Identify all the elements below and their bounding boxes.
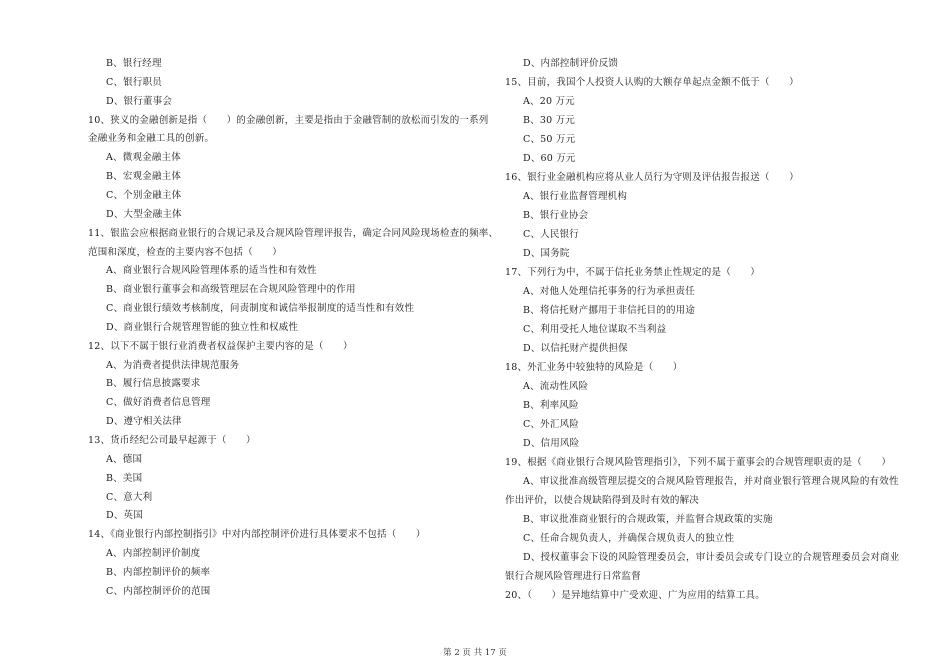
answer-option: C、意大利 xyxy=(106,491,153,503)
question-text: 范围和深度，检查的主要内容不包括（ ） xyxy=(88,246,283,258)
answer-option: A、对他人处理信托事务的行为承担责任 xyxy=(523,286,695,297)
answer-option: D、国务院 xyxy=(523,248,570,259)
page-footer: 第 2 页 共 17 页 xyxy=(443,648,507,658)
answer-option: B、银行业协会 xyxy=(523,210,589,221)
answer-option: C、银行职员 xyxy=(106,76,162,88)
answer-option: D、商业银行合规管理智能的独立性和权威性 xyxy=(106,321,299,333)
answer-option: D、内部控制评价反馈 xyxy=(523,58,619,69)
answer-option: B、内部控制评价的频率 xyxy=(106,566,211,578)
answer-option: D、以信托财产提供担保 xyxy=(523,343,628,354)
answer-option: D、遵守相关法律 xyxy=(106,416,182,428)
answer-option: C、人民银行 xyxy=(523,229,579,240)
answer-option: B、利率风险 xyxy=(523,400,579,411)
question-text: 17、下列行为中，不属于信托业务禁止性规定的是（ ） xyxy=(505,267,760,278)
answer-option: B、宏观金融主体 xyxy=(106,171,182,183)
answer-option: C、任命合规负责人，并确保合规负责人的独立性 xyxy=(523,533,735,544)
question-text: 银行合规风险管理进行日常监督 xyxy=(505,571,641,582)
question-text: 金融业务和金融工具的创新。 xyxy=(88,133,215,145)
question-text: 16、银行业金融机构应将从业人员行为守则及评估报告报送（ ） xyxy=(505,172,799,183)
answer-option: B、履行信息披露要求 xyxy=(106,378,201,390)
answer-option: B、美国 xyxy=(106,472,143,484)
answer-option: A、流动性风险 xyxy=(523,381,589,392)
answer-option: B、银行经理 xyxy=(106,58,162,69)
question-text: 11、银监会应根据商业银行的合规记录及合规风险管理评报告，确定合同风险现场检查的频率、 xyxy=(88,227,499,239)
answer-option: D、授权董事会下设的风险管理委员会，审计委员会或专门设立的合规管理委员会对商业 xyxy=(523,552,900,563)
question-text: 15、目前，我国个人投资人认购的大额存单起点金额不低于（ ） xyxy=(505,77,799,88)
answer-option: C、内部控制评价的范围 xyxy=(106,585,211,597)
answer-option: D、信用风险 xyxy=(523,438,580,449)
answer-option: B、商业银行董事会和高级管理层在合规风险管理中的作用 xyxy=(106,284,356,296)
answer-option: D、60 万元 xyxy=(523,153,576,164)
answer-option: A、微观金融主体 xyxy=(106,152,181,164)
question-text: 14、《商业银行内部控制指引》中对内部控制评价进行具体要求不包括（ ） xyxy=(88,529,426,541)
answer-option: A、内部控制评价制度 xyxy=(106,548,201,560)
answer-option: A、德国 xyxy=(106,453,143,465)
answer-option: B、审议批准商业银行的合规政策，并监督合规政策的实施 xyxy=(523,514,773,525)
answer-option: C、个别金融主体 xyxy=(106,189,182,201)
answer-option: D、大型金融主体 xyxy=(106,208,182,220)
answer-option: A、银行业监督管理机构 xyxy=(523,191,628,202)
answer-option: D、英国 xyxy=(106,510,143,522)
answer-option: C、商业银行绩效考核制度，问责制度和诚信举报制度的适当性和有效性 xyxy=(106,303,415,315)
question-text: 12、以下不属于银行业消费者权益保护主要内容的是（ ） xyxy=(88,340,353,352)
question-text: 10、狭义的金融创新是指（ ）的金融创新，主要是指由于金融管制的放松而引发的一系列 xyxy=(88,114,489,126)
answer-option: A、商业银行合规风险管理体系的适当性和有效性 xyxy=(106,265,317,277)
answer-option: C、利用受托人地位谋取不当利益 xyxy=(523,324,667,335)
answer-option: C、做好消费者信息管理 xyxy=(106,397,211,409)
question-text: 19、根据《商业银行合规风险管理指引》，下列不属于董事会的合规管理职责的是（ ） xyxy=(505,457,892,468)
question-text: 作出评价，以使合规缺陷得到及时有效的解决 xyxy=(505,495,700,506)
answer-option: A、20 万元 xyxy=(523,96,575,107)
answer-option: C、外汇风险 xyxy=(523,419,579,430)
answer-option: A、为消费者提供法律规范服务 xyxy=(106,359,240,371)
answer-option: B、将信托财产挪用于非信托目的的用途 xyxy=(523,305,696,316)
answer-option: D、银行董事会 xyxy=(106,95,173,107)
answer-option: C、50 万元 xyxy=(523,134,576,145)
question-text: 18、外汇业务中较独特的风险是（ ） xyxy=(505,362,683,373)
question-text: 20、（ ）是异地结算中广受欢迎、广为应用的结算工具。 xyxy=(505,590,765,601)
answer-option: A、审议批准高级管理层提交的合规风险管理报告，并对商业银行管理合规风险的有效性 xyxy=(523,476,899,487)
question-text: 13、货币经纪公司最早起源于（ ） xyxy=(88,435,256,446)
answer-option: B、30 万元 xyxy=(523,115,575,126)
